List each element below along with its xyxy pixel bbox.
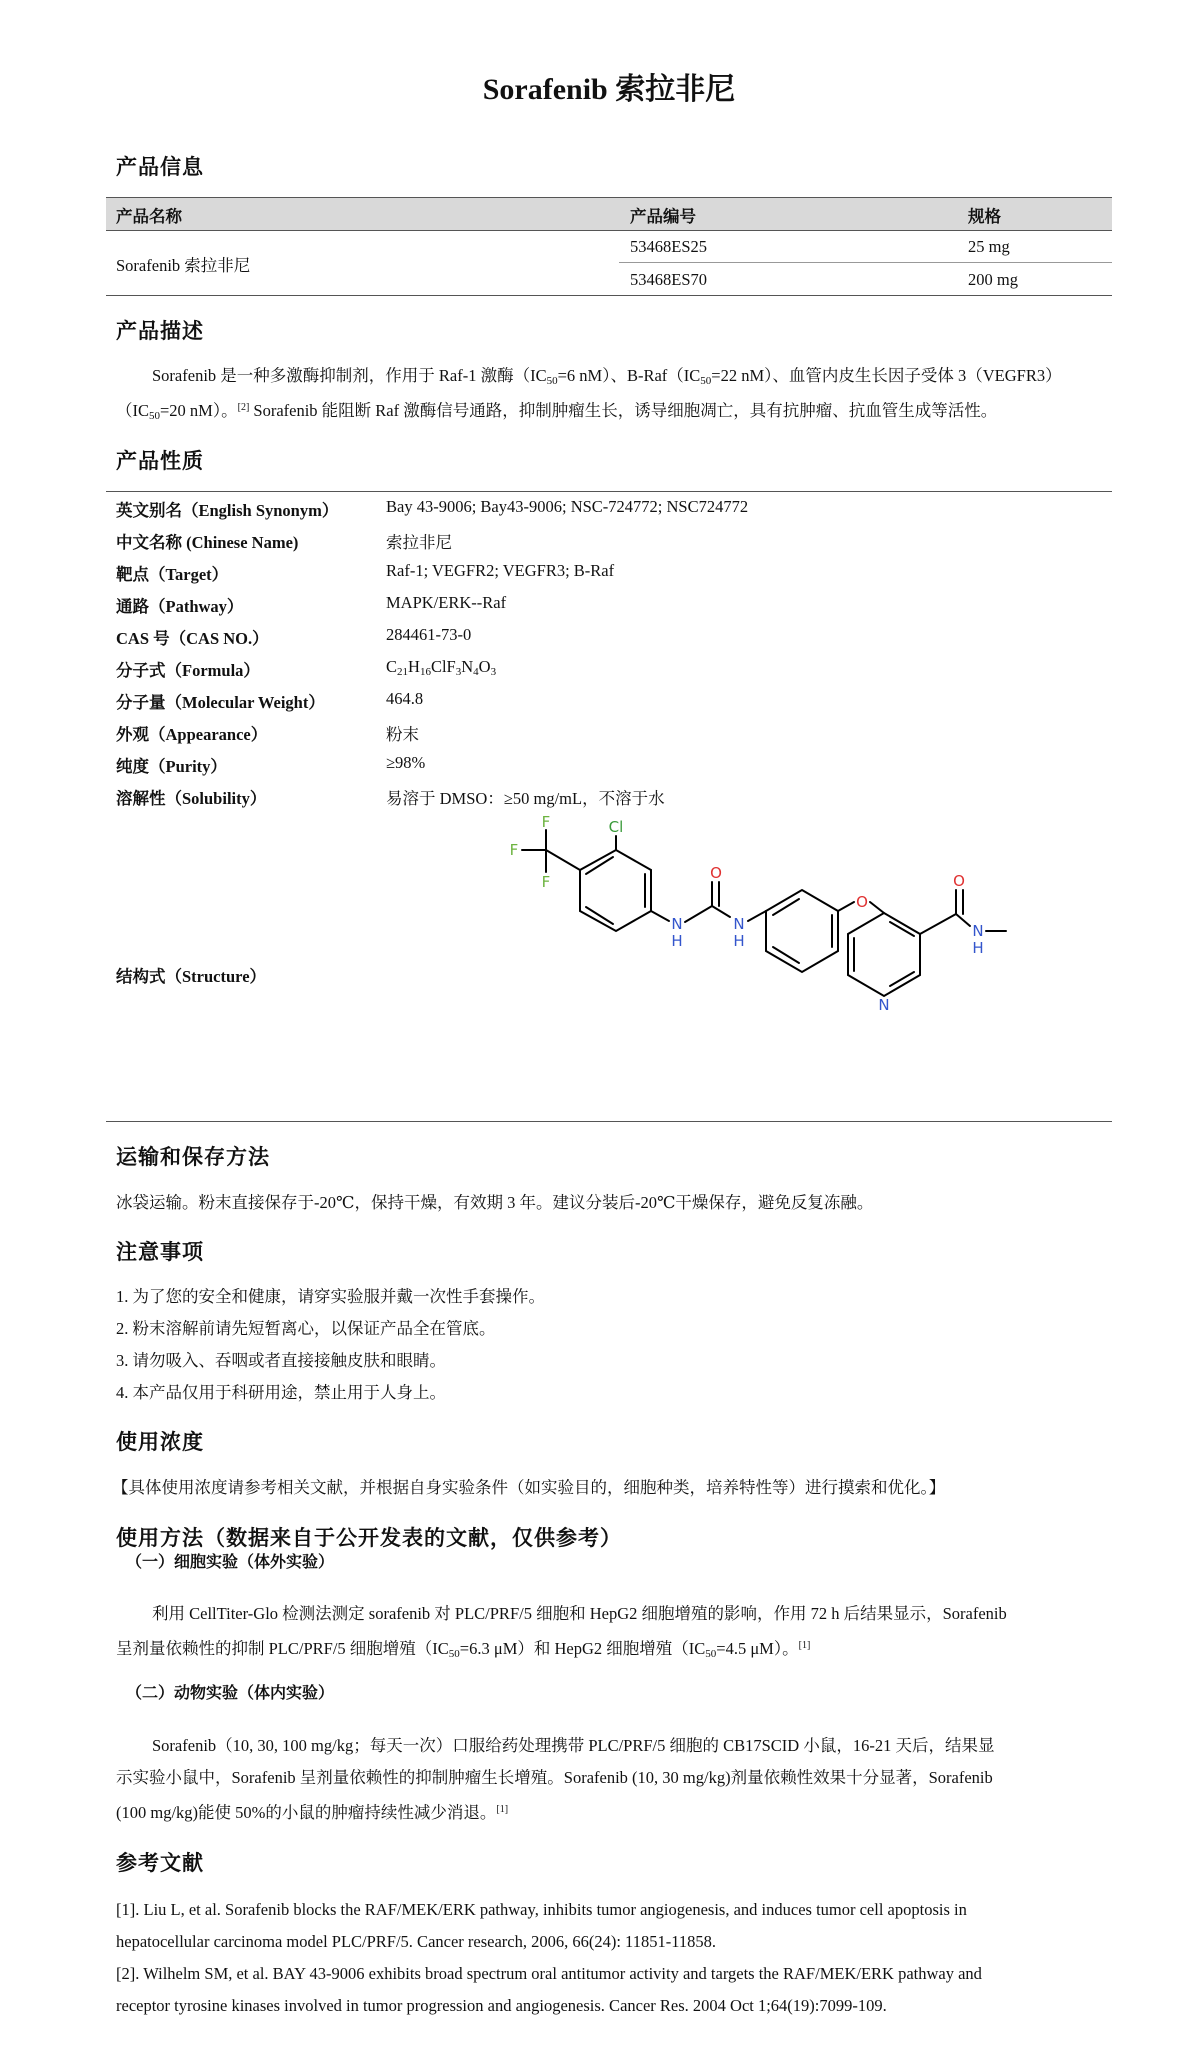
references-heading: 参考文献 xyxy=(116,1851,204,1875)
col-product-code: 产品编号 xyxy=(630,207,696,226)
atom-h1: H xyxy=(671,932,683,950)
atom-f1: F xyxy=(541,813,551,831)
atom-o3: O xyxy=(953,872,965,890)
atom-h3: H xyxy=(972,939,984,957)
prop-label-synonym: 英文别名（English Synonym） xyxy=(116,501,339,520)
prop-label-formula: 分子式（Formula） xyxy=(116,661,260,680)
prop-label-purity: 纯度（Purity） xyxy=(116,757,227,776)
prop-label-appearance: 外观（Appearance） xyxy=(116,725,268,744)
description-text: Sorafenib 是一种多激酶抑制剂，作用于 Raf-1 激酶（$IC_{50}=6$ nM）、$B-Raf(IC_{50}=22$ nM）、血管内皮生长因子受体 3（VEGFR3） xyxy=(152,366,1062,387)
prop-value-cas: 284461-73-0 xyxy=(386,625,472,644)
chemical-structure xyxy=(486,810,1046,1120)
animal-experiment-line1: Sorafenib（10, 30, 100 mg/kg；每天一次）口服给药处理携带 PLC/PRF/5 细胞的 CB17SCID 小鼠，16-21 天后，结果显 xyxy=(152,1736,995,1755)
reference-2-line2: receptor tyrosine kinases involved in tumor progression and angiogenesis. Cancer Res. 2004 Oct 1;64(19):7099-109. xyxy=(116,1996,887,2015)
info-table-bottom-rule xyxy=(106,295,1112,296)
atom-n2: N xyxy=(733,915,745,933)
prop-value-formula: $C_{21}H_{16}ClF_3N_4O_3$ xyxy=(386,657,497,678)
atom-o2: O xyxy=(856,893,868,911)
product-code-2: 53468ES70 xyxy=(630,270,708,289)
prop-value-synonym: Bay 43-9006; Bay43-9006; NSC-724772; NSC724772 xyxy=(386,497,749,516)
product-name-cell: Sorafenib 索拉非尼 xyxy=(116,256,251,275)
atom-h2: H xyxy=(733,932,745,950)
prop-label-target: 靶点（Target） xyxy=(116,565,229,584)
cell-experiment-line2: 呈剂量依赖性的抑制 PLC/PRF/5 细胞增殖（$IC_{50}=6.3$ μM）和 HepG2 细胞增殖（$IC_{50}=4.5$ μM）。[1] xyxy=(116,1639,811,1660)
prop-value-solubility: 易溶于 DMSO：≥50 mg/mL，不溶于水 xyxy=(386,789,665,808)
product-info-heading: 产品信息 xyxy=(116,155,204,179)
atom-n3: N xyxy=(972,922,984,940)
concentration-text: 【具体使用浓度请参考相关文献，并根据自身实验条件（如实验目的，细胞种类，培养特性等）进行摸索和优化。】 xyxy=(112,1478,946,1497)
reference-2-line1: [2]. Wilhelm SM, et al. BAY 43-9006 exhibits broad spectrum oral antitumor activity and targets the RAF/MEK/ERK pathway and xyxy=(116,1964,982,1983)
col-product-name: 产品名称 xyxy=(116,207,182,226)
storage-text: 冰袋运输。粉末直接保存于-20℃，保持干燥，有效期 3 年。建议分装后-20℃干燥保存，避免反复冻融。 xyxy=(116,1193,874,1212)
ref-marker: [1] xyxy=(798,1640,811,1651)
reference-1-line1: [1]. Liu L, et al. Sorafenib blocks the RAF/MEK/ERK pathway, inhibits tumor angiogenesis, and induces tumor cell apoptosis in xyxy=(116,1900,967,1919)
concentration-heading: 使用浓度 xyxy=(116,1430,204,1454)
prop-value-pathway: MAPK/ERK--Raf xyxy=(386,593,507,612)
description-heading: 产品描述 xyxy=(116,319,204,343)
prop-value-chinese-name: 索拉非尼 xyxy=(386,533,452,552)
note-item-2: 2. 粉末溶解前请先短暂离心，以保证产品全在管底。 xyxy=(116,1319,496,1338)
product-spec-2: 200 mg xyxy=(968,270,1018,289)
prop-value-mw: 464.8 xyxy=(386,689,424,708)
prop-label-solubility: 溶解性（Solubility） xyxy=(116,789,267,808)
prop-value-appearance: 粉末 xyxy=(386,725,419,744)
storage-heading: 运输和保存方法 xyxy=(116,1145,270,1169)
atom-n1: N xyxy=(671,915,683,933)
prop-value-purity: ≥98% xyxy=(386,753,426,772)
prop-label-chinese-name: 中文名称 (Chinese Name) xyxy=(116,533,299,552)
description-text-line2: （$IC_{50}=20$ nM）。[2] Sorafenib 能阻断 Raf 激酶信号通路，抑制肿瘤生长，诱导细胞凋亡，具有抗肿瘤、抗血管生成等活性。 xyxy=(116,401,998,422)
atom-o1: O xyxy=(710,864,722,882)
info-row-divider xyxy=(619,262,1112,263)
atom-n-pyridine: N xyxy=(878,996,890,1014)
product-info-header-row xyxy=(106,197,1112,231)
animal-experiment-heading: （二）动物实验（体内实验） xyxy=(126,1683,335,1702)
note-item-1: 1. 为了您的安全和健康，请穿实验服并戴一次性手套操作。 xyxy=(116,1287,545,1306)
notes-heading: 注意事项 xyxy=(116,1240,204,1264)
atom-f2: F xyxy=(509,841,519,859)
prop-label-mw: 分子量（Molecular Weight） xyxy=(116,693,325,712)
properties-heading: 产品性质 xyxy=(116,449,204,473)
note-item-3: 3. 请勿吸入、吞咽或者直接接触皮肤和眼睛。 xyxy=(116,1351,446,1370)
ref-marker: [1] xyxy=(496,1804,509,1815)
cell-experiment-heading: （一）细胞实验（体外实验） xyxy=(126,1552,335,1571)
properties-bottom-rule xyxy=(106,1121,1112,1122)
note-item-4: 4. 本产品仅用于科研用途，禁止用于人身上。 xyxy=(116,1383,446,1402)
prop-value-target: Raf-1; VEGFR2; VEGFR3; B-Raf xyxy=(386,561,615,580)
prop-label-cas: CAS 号（CAS NO.） xyxy=(116,629,269,648)
properties-top-rule xyxy=(106,491,1112,492)
usage-heading: 使用方法（数据来自于公开发表的文献，仅供参考） xyxy=(116,1526,622,1550)
page-title: Sorafenib 索拉非尼 xyxy=(482,73,736,106)
atom-f3: F xyxy=(541,873,551,891)
product-spec-1: 25 mg xyxy=(968,237,1010,256)
atom-cl: Cl xyxy=(608,818,624,836)
animal-experiment-line3: (100 mg/kg)能使 50%的小鼠的肿瘤持续性减少消退。[1] xyxy=(116,1803,509,1822)
ref-marker: [2] xyxy=(237,402,250,413)
animal-experiment-line2: 示实验小鼠中，Sorafenib 呈剂量依赖性的抑制肿瘤生长增殖。Sorafenib (10, 30 mg/kg)剂量依赖性效果十分显著，Sorafenib xyxy=(116,1768,993,1787)
prop-label-pathway: 通路（Pathway） xyxy=(116,597,244,616)
cell-experiment-line1: 利用 CellTiter-Glo 检测法测定 sorafenib 对 PLC/PRF/5 细胞和 HepG2 细胞增殖的影响，作用 72 h 后结果显示，Sorafenib xyxy=(152,1604,1007,1623)
product-code-1: 53468ES25 xyxy=(630,237,708,256)
reference-1-line2: hepatocellular carcinoma model PLC/PRF/5. Cancer research, 2006, 66(24): 11851-11858. xyxy=(116,1932,716,1951)
prop-label-structure: 结构式（Structure） xyxy=(116,967,267,986)
col-product-spec: 规格 xyxy=(968,207,1001,226)
